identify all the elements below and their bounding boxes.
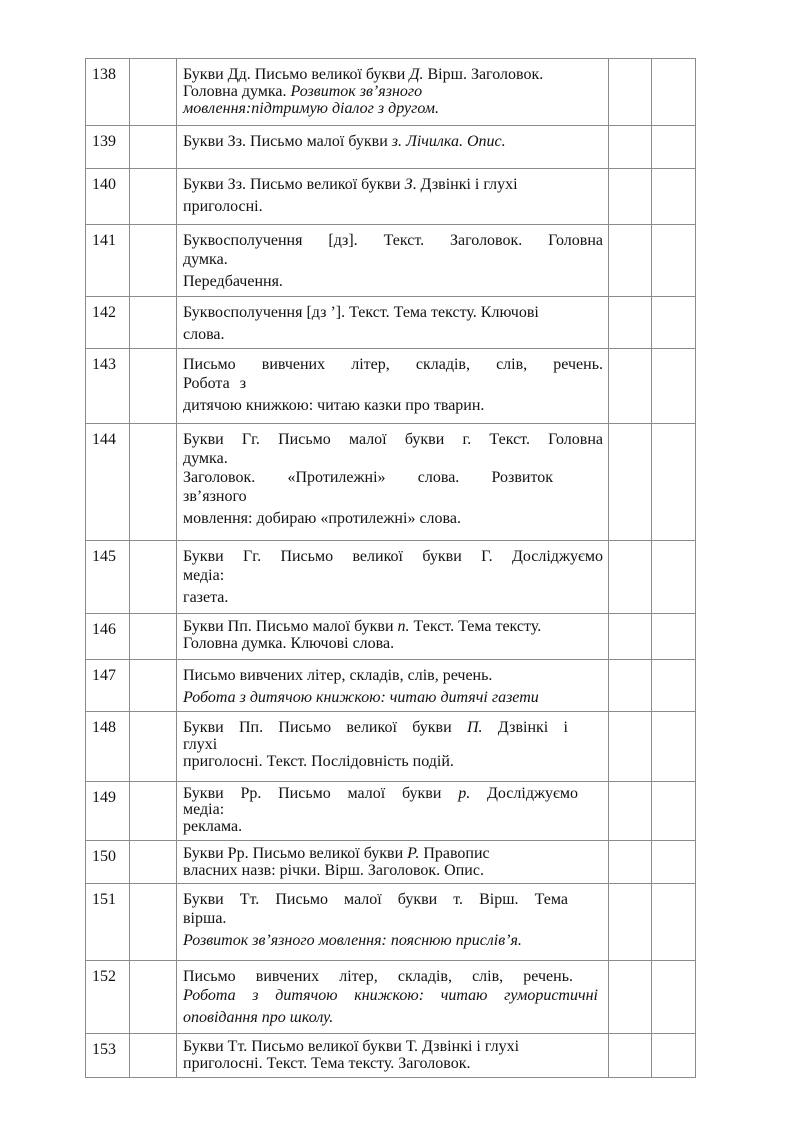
empty-cell (652, 225, 696, 297)
empty-cell (609, 884, 652, 961)
lesson-number: 148 (86, 712, 130, 782)
table-row (86, 424, 696, 541)
empty-cell (652, 782, 696, 841)
empty-cell (609, 541, 652, 614)
empty-cell (130, 126, 177, 169)
lesson-topic: Письмо вивчених літер, складів, слів, речень. Робота з дитячою книжкою: читаю дитячі газети (177, 660, 609, 712)
table-row (86, 541, 696, 614)
lesson-number: 145 (86, 541, 130, 614)
table-row (86, 841, 696, 884)
empty-cell (130, 660, 177, 712)
empty-cell (609, 126, 652, 169)
table-row (86, 614, 696, 660)
lesson-topic: Букви Зз. Письмо великої букви З. Дзвінкі і глухі приголосні. (177, 169, 609, 225)
empty-cell (652, 349, 696, 424)
lesson-number: 149 (86, 782, 130, 841)
table-row (86, 297, 696, 349)
empty-cell (652, 126, 696, 169)
table-row (86, 712, 696, 782)
empty-cell (130, 424, 177, 541)
lesson-topic: Букви Зз. Письмо малої букви з. Лічилка. Опис. (177, 126, 609, 169)
empty-cell (609, 961, 652, 1034)
empty-cell (609, 59, 652, 126)
empty-cell (130, 349, 177, 424)
table-row (86, 126, 696, 169)
lesson-topic: Букви Тт. Письмо великої букви Т. Дзвінкі і глухі приголосні. Текст. Тема тексту. Заголовок. (177, 1034, 609, 1078)
lesson-topic: Букви Гг. Письмо великої букви Г. Досліджуємо медіа: газета. (177, 541, 609, 614)
empty-cell (609, 169, 652, 225)
lesson-topic: Букви Рр. Письмо великої букви Р. Правопис власних назв: річки. Вірш. Заголовок. Опис. (177, 841, 609, 884)
empty-cell (609, 297, 652, 349)
empty-cell (130, 541, 177, 614)
lesson-number: 147 (86, 660, 130, 712)
empty-cell (130, 297, 177, 349)
empty-cell (130, 841, 177, 884)
empty-cell (130, 712, 177, 782)
empty-cell (652, 712, 696, 782)
lesson-topic: Букви Пп. Письмо малої букви п. Текст. Тема тексту. Головна думка. Ключові слова. (177, 614, 609, 660)
table-row (86, 1034, 696, 1078)
empty-cell (652, 614, 696, 660)
empty-cell (652, 169, 696, 225)
empty-cell (652, 961, 696, 1034)
empty-cell (130, 782, 177, 841)
lesson-plan-table (85, 58, 696, 1078)
lesson-number: 150 (86, 841, 130, 884)
table-row (86, 961, 696, 1034)
empty-cell (130, 59, 177, 126)
lesson-number: 138 (86, 59, 130, 126)
empty-cell (652, 59, 696, 126)
lesson-topic: Букви Рр. Письмо малої букви р. Досліджуємо медіа: реклама. (177, 782, 609, 841)
lesson-topic: Букви Тт. Письмо малої букви т. Вірш. Тема вірша. Розвиток зв’язного мовлення: пояснюю прислів’я. (177, 884, 609, 961)
empty-cell (652, 660, 696, 712)
empty-cell (130, 614, 177, 660)
table-row (86, 660, 696, 712)
empty-cell (609, 225, 652, 297)
lesson-topic: Письмо вивчених літер, складів, слів, речень. Робота з дитячою книжкою: читаю гумористичні оповідання про школу. (177, 961, 609, 1034)
empty-cell (609, 614, 652, 660)
empty-cell (130, 884, 177, 961)
empty-cell (652, 884, 696, 961)
table-row (86, 225, 696, 297)
lesson-number: 140 (86, 169, 130, 225)
lesson-number: 141 (86, 225, 130, 297)
empty-cell (609, 349, 652, 424)
lesson-number: 151 (86, 884, 130, 961)
table-row (86, 169, 696, 225)
table-row (86, 884, 696, 961)
lesson-number: 139 (86, 126, 130, 169)
lesson-number: 143 (86, 349, 130, 424)
empty-cell (609, 841, 652, 884)
empty-cell (130, 169, 177, 225)
empty-cell (609, 1034, 652, 1078)
empty-cell (652, 841, 696, 884)
empty-cell (652, 541, 696, 614)
empty-cell (609, 660, 652, 712)
empty-cell (609, 712, 652, 782)
empty-cell (652, 1034, 696, 1078)
lesson-topic: Букви Гг. Письмо малої букви г. Текст. Головна думка. Заголовок. «Протилежні» слова. Розвиток зв’язного мовлення: добираю «протилежні» слова. (177, 424, 609, 541)
lesson-topic: Письмо вивчених літер, складів, слів, речень. Робота з дитячою книжкою: читаю казки про тварин. (177, 349, 609, 424)
lesson-number: 142 (86, 297, 130, 349)
empty-cell (130, 1034, 177, 1078)
table-row (86, 349, 696, 424)
table-row (86, 782, 696, 841)
lesson-topic: Букви Дд. Письмо великої букви Д. Вірш. Заголовок. Головна думка. Розвиток зв’язного мовлення:підтримую діалог з другом. (177, 59, 609, 126)
empty-cell (652, 424, 696, 541)
empty-cell (609, 424, 652, 541)
empty-cell (130, 961, 177, 1034)
empty-cell (652, 297, 696, 349)
lesson-topic: Буквосполучення [дз ’]. Текст. Тема тексту. Ключові слова. (177, 297, 609, 349)
lesson-number: 144 (86, 424, 130, 541)
table-row (86, 59, 696, 126)
empty-cell (609, 782, 652, 841)
lesson-number: 146 (86, 614, 130, 660)
lesson-number: 152 (86, 961, 130, 1034)
lesson-topic: Букви Пп. Письмо великої букви П. Дзвінкі і глухі приголосні. Текст. Послідовність подій. (177, 712, 609, 782)
lesson-topic: Буквосполучення [дз]. Текст. Заголовок. Головна думка. Передбачення. (177, 225, 609, 297)
lesson-number: 153 (86, 1034, 130, 1078)
empty-cell (130, 225, 177, 297)
